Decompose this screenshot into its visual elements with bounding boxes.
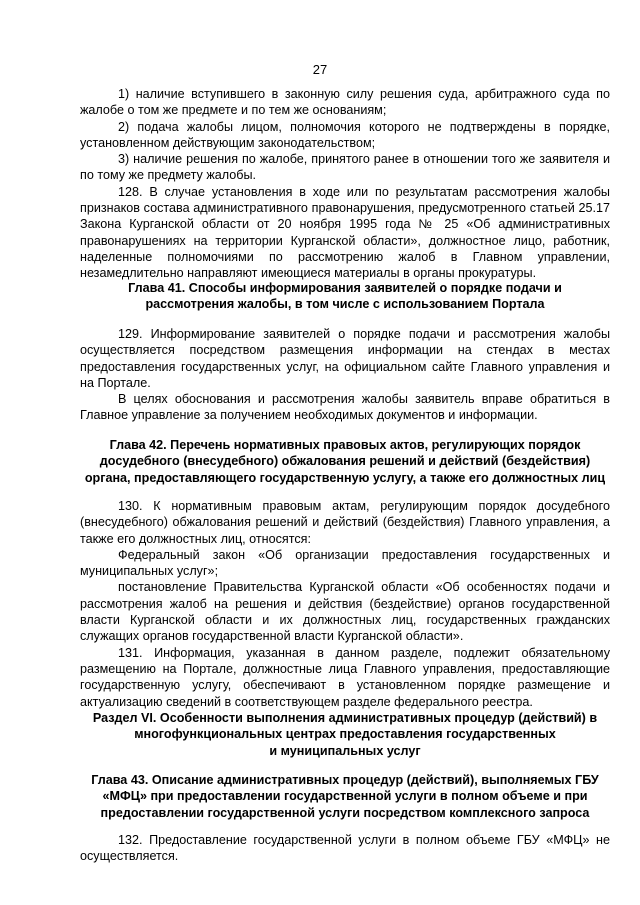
paragraph: 3) наличие решения по жалобе, принятого ранее в отношении того же заявителя и по тому же предмету жалобы.: [80, 152, 610, 183]
paragraph-128: 128. В случае установления в ходе или по результатам рассмотрения жалобы признаков состава административного правонарушения, предусмотренного статьей 25.17 Закона Курганской области от 20 ноября 1995 года № 25 «Об административных правонарушениях на территории Курганской области», должностное лицо, работник, наделенные полномочиями по рассмотрению жалоб в Главном управлении, незамедлительно направляют имеющиеся материалы в органы прокуратуры.: [80, 184, 610, 281]
paragraph-129: 129. Информирование заявителей о порядке подачи и рассмотрения жалобы осуществляется посредством размещения информации на стендах в местах предоставления государственных услуг, на официальном сайте Главного управления и на Портале.: [80, 327, 610, 390]
chapter-43-heading: [80, 772, 610, 821]
paragraph-130: 130. К нормативным правовым актам, регулирующим порядок досудебного (внесудебного) обжалования решений и действий (бездействия) Главного управления, а также его должностных лиц, относятся:: [80, 499, 610, 546]
chapter-42-body: [80, 498, 610, 710]
heading-line: Глава 42. Перечень нормативных правовых актов, регулирующих порядок: [109, 438, 581, 452]
heading-line: органа, предоставляющего государственную услугу, а также его должностных лиц: [84, 470, 606, 485]
paragraph: постановление Правительства Курганской области «Об особенностях подачи и рассмотрения жалоб на решения и действия (бездействие) органов государственной власти Курганской области и их должностных лиц, государственных гражданских служащих органов государственной власти Курганской области».: [80, 580, 610, 644]
paragraph: 1) наличие вступившего в законную силу решения суда, арбитражного суда по жалобе о том же предмете и по тем же основаниям;: [80, 87, 610, 118]
paragraph: 2) подача жалобы лицом, полномочия которого не подтверждены в порядке, установленном действующим законодательством;: [80, 119, 610, 150]
page-number: 27: [312, 62, 328, 77]
heading-line: многофункциональных центрах предоставления государственных: [134, 727, 556, 742]
heading-line: Глава 43. Описание административных процедур (действий), выполняемых ГБУ: [91, 773, 599, 787]
paragraph: В целях обоснования и рассмотрения жалобы заявитель вправе обратиться в Главное управление за получением необходимых документов и информации.: [80, 392, 610, 423]
section-6-heading: [80, 710, 610, 759]
chapter-43-body: [80, 832, 610, 865]
chapter-42-heading: [80, 437, 610, 486]
heading-line: и муниципальных услуг: [269, 743, 421, 758]
chapter-41-body: [80, 326, 610, 424]
chapter-41-heading: [80, 280, 610, 313]
paragraph-132: 132. Предоставление государственной услуги в полном объеме ГБУ «МФЦ» не осуществляется.: [80, 833, 610, 864]
paragraph-131: 131. Информация, указанная в данном разделе, подлежит обязательному размещению на Портале, должностные лица Главного управления, предоставляющие государственную услугу, обеспечивают в установленном порядке размещение и актуализацию сведений в соответствующем разделе федерального реестра.: [80, 645, 610, 709]
heading-line: досудебного (внесудебного) обжалования решений и действий (бездействия): [99, 454, 591, 469]
heading-line: Раздел VI. Особенности выполнения административных процедур (действий) в: [92, 711, 598, 725]
heading-line: «МФЦ» при предоставлении государственной услуги в полном объеме и при: [102, 789, 588, 804]
paragraph: Федеральный закон «Об организации предоставления государственных и муниципальных услуг»;: [80, 547, 610, 579]
heading-line: предоставлении государственной услуги посредством комплексного запроса: [100, 805, 590, 820]
heading-line: Глава 41. Способы информирования заявителей о порядке подачи и: [128, 281, 562, 295]
grounds-list: [80, 86, 610, 282]
heading-line: рассмотрения жалобы, в том числе с использованием Портала: [145, 297, 545, 312]
